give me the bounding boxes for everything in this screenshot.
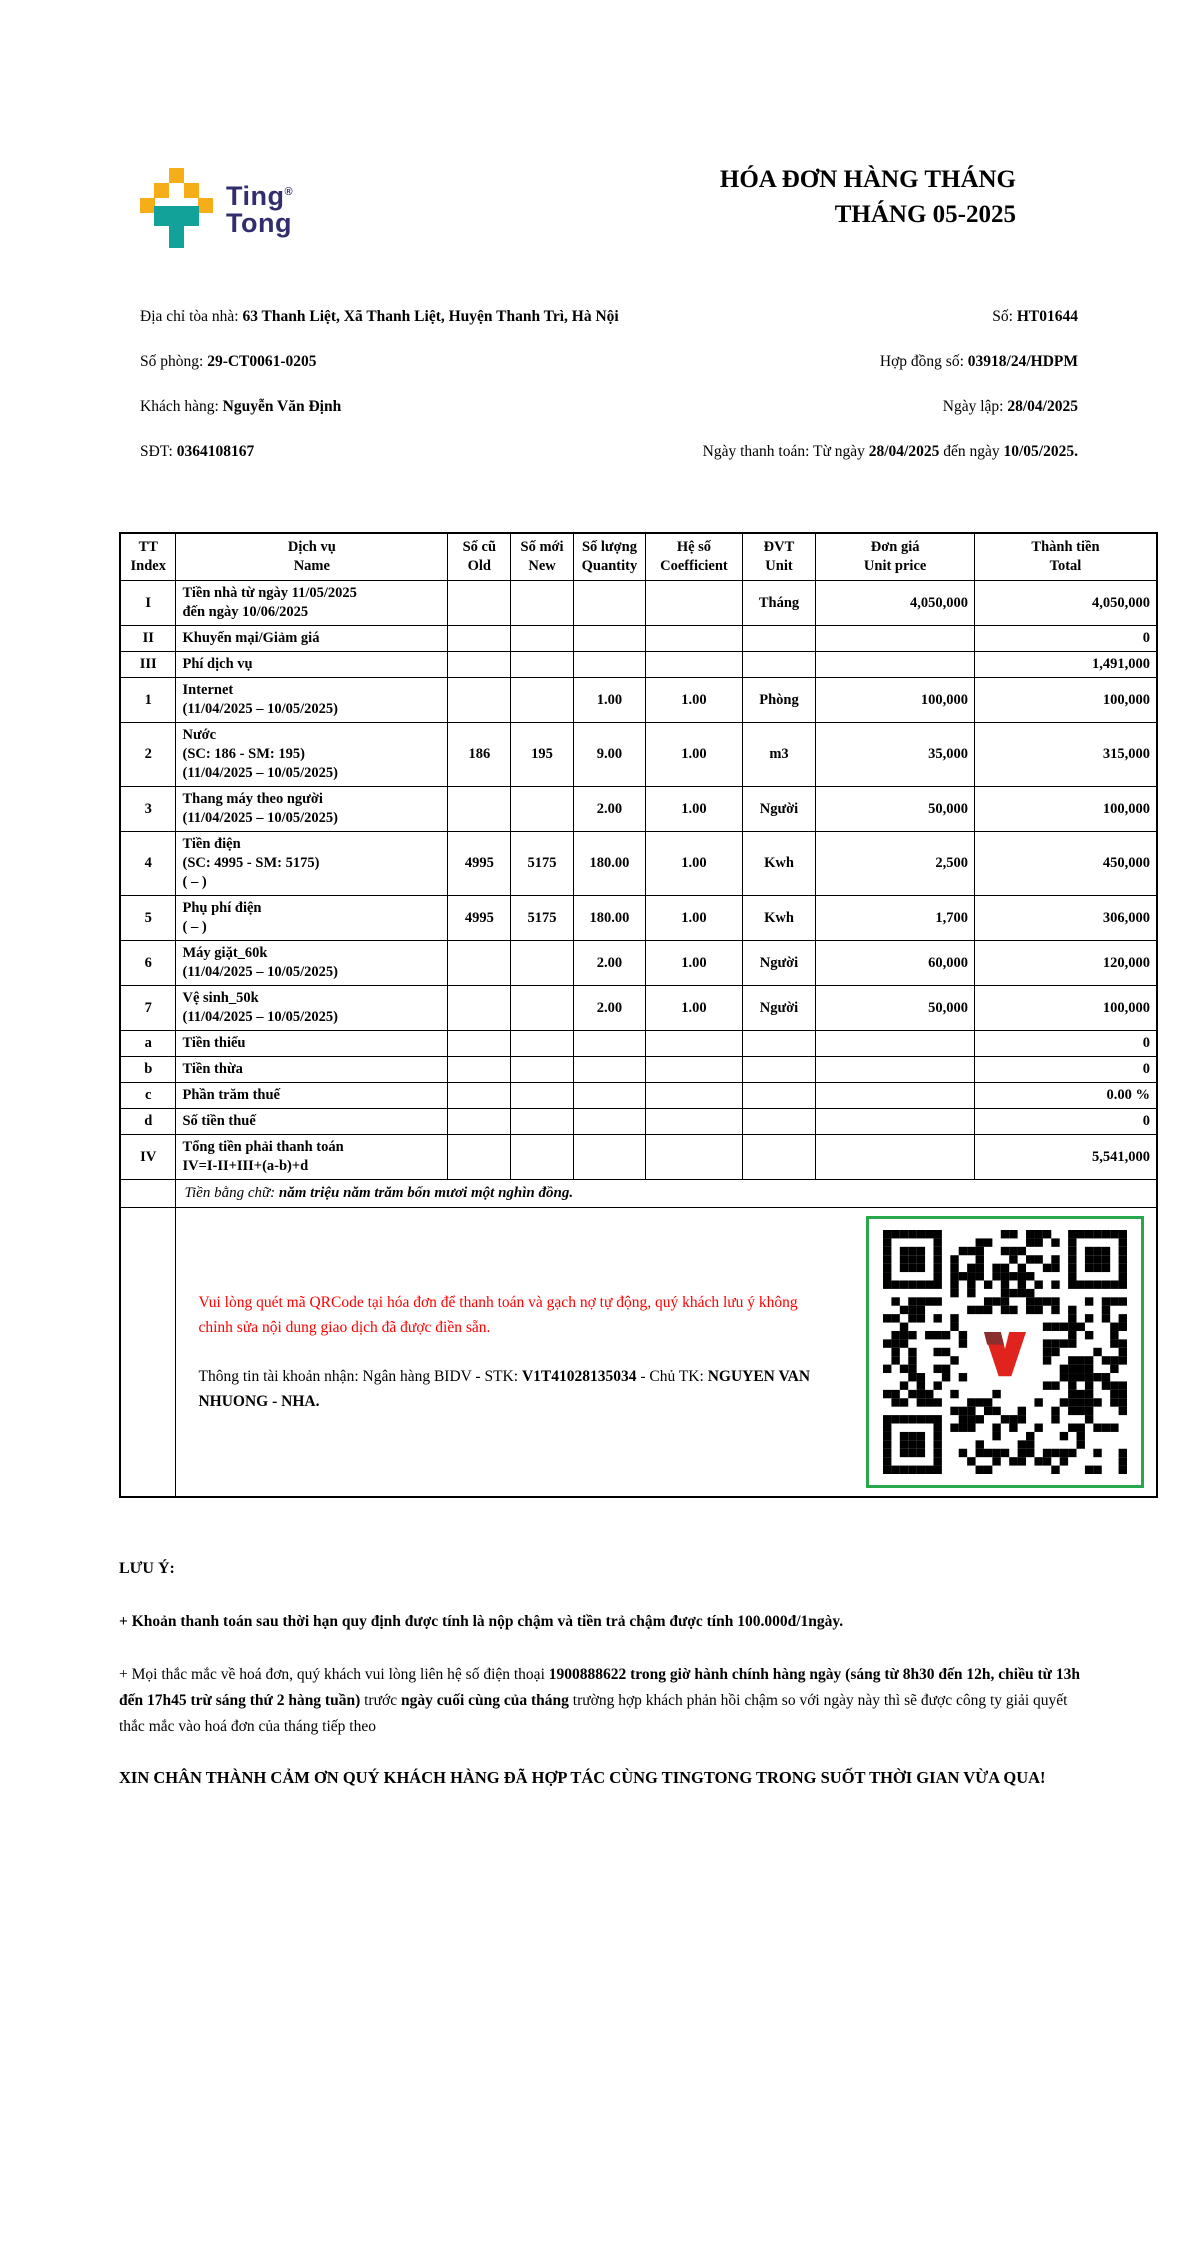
new-cell: 5175 [511,896,573,941]
quantity-cell [573,1057,646,1083]
table-row [120,941,1157,986]
header [140,168,1078,248]
unit-cell [742,1109,816,1135]
unit-price-cell: 35,000 [816,723,975,787]
table-row [120,986,1157,1031]
index-cell: 2 [120,723,176,787]
empty-index-cell [120,1208,176,1498]
quantity-cell: 2.00 [573,787,646,832]
unit-price-cell [816,1135,975,1180]
unit-cell: Phòng [742,678,816,723]
total-cell: 0.00 % [974,1083,1157,1109]
coefficient-cell [646,1057,742,1083]
unit-price-cell: 50,000 [816,986,975,1031]
quantity-cell: 180.00 [573,896,646,941]
new-cell [511,678,573,723]
column-header: Dịch vụ Name [176,533,448,581]
quantity-cell [573,626,646,652]
info-line: Ngày lập: 28/04/2025 [942,398,1078,415]
index-cell: d [120,1109,176,1135]
info-line: Ngày thanh toán: Từ ngày 28/04/2025 đến ngày 10/05/2025. [702,443,1078,460]
unit-cell: Người [742,787,816,832]
total-cell: 0 [974,626,1157,652]
invoice-info-left [140,304,645,484]
index-cell: 1 [120,678,176,723]
table-row [120,787,1157,832]
column-header: Thành tiền Total [974,533,1157,581]
unit-price-cell: 50,000 [816,787,975,832]
old-cell: 4995 [448,832,511,896]
coefficient-cell: 1.00 [646,678,742,723]
name-cell: Thang máy theo người (11/04/2025 – 10/05/2025) [176,787,448,832]
old-cell [448,941,511,986]
new-cell [511,581,573,626]
amount-in-words-label: Tiền bằng chữ: [184,1185,276,1201]
new-cell [511,986,573,1031]
unit-cell: Tháng [742,581,816,626]
old-cell [448,1057,511,1083]
unit-cell [742,1057,816,1083]
coefficient-cell: 1.00 [646,896,742,941]
qr-payment-row [120,1208,1157,1498]
column-header: Đơn giá Unit price [816,533,975,581]
index-cell: I [120,581,176,626]
new-cell [511,626,573,652]
name-cell: Tổng tiền phải thanh toán IV=I-II+III+(a-b)+d [176,1135,448,1180]
total-cell: 0 [974,1057,1157,1083]
index-cell: b [120,1057,176,1083]
qr-payment-cell [176,1208,1157,1498]
unit-price-cell: 60,000 [816,941,975,986]
column-header: Số mới New [511,533,573,581]
old-cell: 186 [448,723,511,787]
bank-account-text: Thông tin tài khoản nhận: Ngân hàng BIDV - STK: V1T41028135034 - Chủ TK: NGUYEN VAN NHUONG - NHA. [198,1368,811,1410]
quantity-cell: 2.00 [573,941,646,986]
table-row [120,678,1157,723]
info-line: Hợp đồng số: 03918/24/HDPM [879,353,1078,370]
column-header: Số lượng Quantity [573,533,646,581]
index-cell: IV [120,1135,176,1180]
table-row [120,581,1157,626]
coefficient-cell: 1.00 [646,986,742,1031]
total-cell: 120,000 [974,941,1157,986]
total-cell: 100,000 [974,787,1157,832]
name-cell: Phần trăm thuế [176,1083,448,1109]
unit-price-cell [816,1031,975,1057]
amount-in-words-row [120,1180,1157,1208]
unit-price-cell: 100,000 [816,678,975,723]
table-row [120,723,1157,787]
old-cell [448,787,511,832]
quantity-cell [573,652,646,678]
total-cell: 450,000 [974,832,1157,896]
quantity-cell [573,1135,646,1180]
coefficient-cell [646,581,742,626]
total-cell: 315,000 [974,723,1157,787]
unit-price-cell [816,1083,975,1109]
unit-cell: Người [742,986,816,1031]
index-cell: a [120,1031,176,1057]
new-cell [511,941,573,986]
tingtong-logo-text: Ting® Tong [226,181,294,238]
unit-cell [742,652,816,678]
invoice-info [140,304,1078,484]
coefficient-cell: 1.00 [646,787,742,832]
total-cell: 4,050,000 [974,581,1157,626]
qr-warning-text: Vui lòng quét mã QRCode tại hóa đơn để thanh toán và gạch nợ tự động, quý khách lưu ý không chỉnh sửa nội dung giao dịch đã được điền sẵn. [198,1294,798,1336]
name-cell: Số tiền thuế [176,1109,448,1135]
old-cell [448,1135,511,1180]
new-cell [511,1057,573,1083]
unit-cell: Kwh [742,896,816,941]
unit-cell: Người [742,941,816,986]
index-cell: 6 [120,941,176,986]
column-header: ĐVT Unit [742,533,816,581]
quantity-cell: 1.00 [573,678,646,723]
quantity-cell [573,581,646,626]
unit-price-cell [816,1109,975,1135]
total-cell: 1,491,000 [974,652,1157,678]
table-row [120,652,1157,678]
column-header: Số cũ Old [448,533,511,581]
name-cell: Tiền nhà từ ngày 11/05/2025 đến ngày 10/06/2025 [176,581,448,626]
old-cell [448,626,511,652]
total-cell: 100,000 [974,986,1157,1031]
quantity-cell [573,1109,646,1135]
table-row [120,832,1157,896]
info-line: SĐT: 0364108167 [140,443,255,460]
info-line: Số phòng: 29-CT0061-0205 [140,353,317,370]
name-cell: Vệ sinh_50k (11/04/2025 – 10/05/2025) [176,986,448,1031]
new-cell [511,1109,573,1135]
unit-price-cell: 1,700 [816,896,975,941]
invoice-table-wrapper [119,532,1158,1498]
coefficient-cell [646,626,742,652]
table-row [120,626,1157,652]
new-cell [511,1031,573,1057]
amount-in-words-cell [176,1180,1157,1208]
table-row [120,896,1157,941]
unit-cell [742,1031,816,1057]
table-row [120,1083,1157,1109]
quantity-cell [573,1031,646,1057]
name-cell: Tiền thừa [176,1057,448,1083]
table-row [120,1135,1157,1180]
old-cell [448,678,511,723]
column-header: Hệ số Coefficient [646,533,742,581]
name-cell: Tiền thiếu [176,1031,448,1057]
old-cell [448,1031,511,1057]
unit-price-cell [816,652,975,678]
quantity-cell: 2.00 [573,986,646,1031]
index-cell: 3 [120,787,176,832]
index-cell: III [120,652,176,678]
qr-code [866,1216,1144,1488]
table-row [120,1109,1157,1135]
coefficient-cell [646,1083,742,1109]
coefficient-cell: 1.00 [646,941,742,986]
invoice-title: HÓA ĐƠN HÀNG THÁNG THÁNG 05-2025 [719,166,1016,228]
empty-index-cell [120,1180,176,1208]
total-cell: 100,000 [974,678,1157,723]
old-cell [448,1109,511,1135]
name-cell: Khuyến mại/Giảm giá [176,626,448,652]
invoice-table [119,532,1158,1498]
coefficient-cell [646,652,742,678]
index-cell: c [120,1083,176,1109]
thank-you-note: XIN CHÂN THÀNH CẢM ƠN QUÝ KHÁCH HÀNG ĐÃ HỢP TÁC CÙNG TINGTONG TRONG SUỐT THỜI GIAN VỪA QUA! [119,1768,1046,1787]
info-line: Khách hàng: Nguyễn Văn Định [140,398,342,415]
quantity-cell: 180.00 [573,832,646,896]
name-cell: Tiền điện (SC: 4995 - SM: 5175) ( – ) [176,832,448,896]
tingtong-logo-icon [140,168,212,248]
total-cell: 306,000 [974,896,1157,941]
coefficient-cell [646,1031,742,1057]
old-cell [448,1083,511,1109]
index-cell: 4 [120,832,176,896]
quantity-cell: 9.00 [573,723,646,787]
unit-price-cell [816,626,975,652]
new-cell [511,1083,573,1109]
new-cell [511,787,573,832]
coefficient-cell: 1.00 [646,723,742,787]
coefficient-cell [646,1135,742,1180]
unit-cell: m3 [742,723,816,787]
unit-cell [742,626,816,652]
unit-price-cell: 2,500 [816,832,975,896]
info-line: Địa chỉ tòa nhà: 63 Thanh Liệt, Xã Thanh Liệt, Huyện Thanh Trì, Hà Nội [140,308,619,325]
hotline-note: + Mọi thắc mắc về hoá đơn, quý khách vui lòng liên hệ số điện thoại 1900888622 trong giờ hành chính hàng ngày (sáng từ 8h30 đến 12h, chiều từ 13h đến 17h45 trừ sáng thứ 2 hàng tuần) trước ngày cuối cùng của tháng trường hợp khách phản hồi chậm so với ngày này thì sẽ được công ty giải quyết thắc mắc vào hoá đơn của tháng tiếp theo [119,1666,1080,1735]
tingtong-logo [140,168,293,248]
unit-price-cell: 4,050,000 [816,581,975,626]
late-payment-note: + Khoản thanh toán sau thời hạn quy định được tính là nộp chậm và tiền trả chậm được tính 100.000đ/1ngày. [119,1613,844,1630]
payment-instructions [188,1290,833,1414]
old-cell: 4995 [448,896,511,941]
quantity-cell [573,1083,646,1109]
index-cell: 5 [120,896,176,941]
new-cell: 5175 [511,832,573,896]
table-header-row [120,533,1157,581]
name-cell: Phụ phí điện ( – ) [176,896,448,941]
new-cell [511,1135,573,1180]
unit-cell [742,1135,816,1180]
coefficient-cell: 1.00 [646,832,742,896]
footer-notes [119,1556,1082,1792]
notes-title: LƯU Ý: [119,1560,175,1577]
old-cell [448,581,511,626]
new-cell: 195 [511,723,573,787]
unit-price-cell [816,1057,975,1083]
name-cell: Nước (SC: 186 - SM: 195) (11/04/2025 – 10/05/2025) [176,723,448,787]
total-cell: 0 [974,1109,1157,1135]
amount-in-words-value: năm triệu năm trăm bốn mươi một nghìn đồng. [278,1185,574,1201]
new-cell [511,652,573,678]
info-line: Số: HT01644 [992,308,1078,325]
name-cell: Máy giặt_60k (11/04/2025 – 10/05/2025) [176,941,448,986]
column-header: TT Index [120,533,176,581]
total-cell: 0 [974,1031,1157,1057]
index-cell: II [120,626,176,652]
unit-cell [742,1083,816,1109]
total-cell: 5,541,000 [974,1135,1157,1180]
coefficient-cell [646,1109,742,1135]
old-cell [448,652,511,678]
table-row [120,1057,1157,1083]
name-cell: Phí dịch vụ [176,652,448,678]
qr-code-image [880,1230,1130,1474]
index-cell: 7 [120,986,176,1031]
old-cell [448,986,511,1031]
unit-cell: Kwh [742,832,816,896]
name-cell: Internet (11/04/2025 – 10/05/2025) [176,678,448,723]
invoice-info-right [698,304,1078,484]
table-row [120,1031,1157,1057]
